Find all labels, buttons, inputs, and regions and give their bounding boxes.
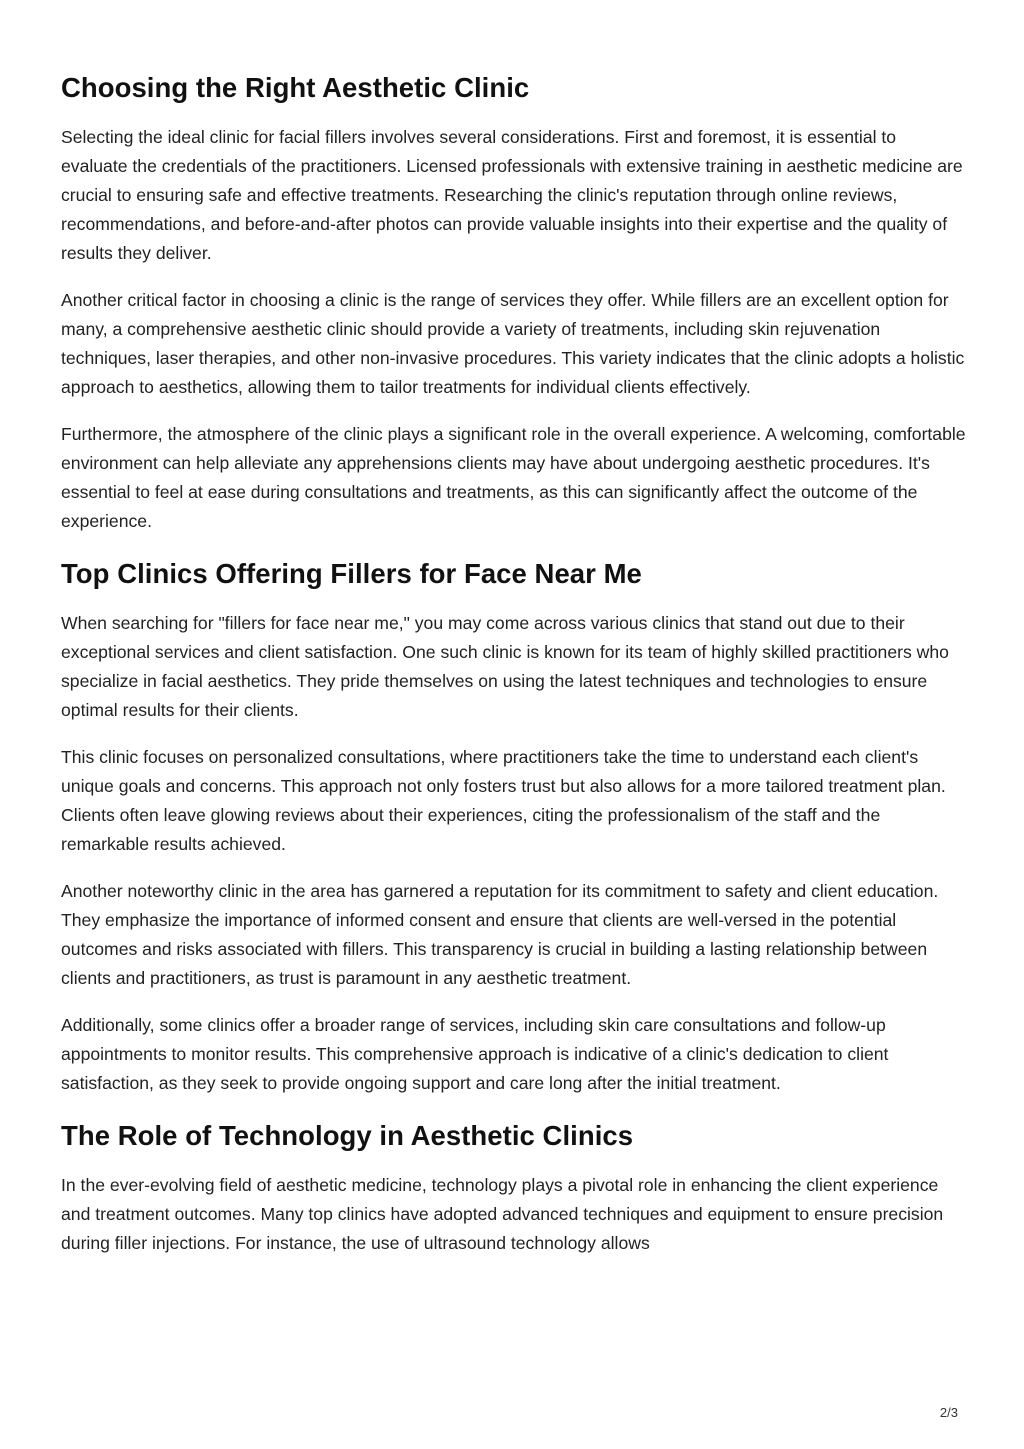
- page-number: 2/3: [939, 1405, 958, 1420]
- paragraph: Another critical factor in choosing a clinic is the range of services they offer. While fillers are an excellent option for many, a comprehensive aesthetic clinic should provide a variety of treatments, including skin rejuvenation techniques, laser therapies, and other non-invasive procedures. This variety indicates that the clinic adopts a holistic approach to aesthetics, allowing them to tailor treatments for individual clients effectively.: [61, 290, 965, 397]
- paragraph: Another noteworthy clinic in the area has garnered a reputation for its commitment to safety and client education. They emphasize the importance of informed consent and ensure that clients are well-versed in the potential outcomes and risks associated with fillers. This transparency is crucial in building a lasting relationship between clients and practitioners, as trust is paramount in any aesthetic treatment.: [61, 881, 939, 988]
- section-top-clinics: [61, 554, 967, 1098]
- paragraph: Additionally, some clinics offer a broader range of services, including skin care consultations and follow-up appointments to monitor results. This comprehensive approach is indicative of a clinic's dedication to client satisfaction, as they seek to provide ongoing support and care long after the initial treatment.: [61, 1015, 889, 1093]
- paragraph: Furthermore, the atmosphere of the clinic plays a significant role in the overall experience. A welcoming, comfortable environment can help alleviate any apprehensions clients may have about undergoing aesthetic procedures. It's essential to feel at ease during consultations and treatments, as this can significantly affect the outcome of the experience.: [61, 424, 966, 531]
- paragraph: In the ever-evolving field of aesthetic medicine, technology plays a pivotal role in enhancing the client experience and treatment outcomes. Many top clinics have adopted advanced techniques and equipment to ensure precision during filler injections. For instance, the use of ultrasound technology allows: [61, 1175, 944, 1253]
- section-heading: Top Clinics Offering Fillers for Face Near Me: [61, 558, 642, 589]
- section-heading: Choosing the Right Aesthetic Clinic: [61, 72, 530, 103]
- paragraph: Selecting the ideal clinic for facial fillers involves several considerations. First and foremost, it is essential to evaluate the credentials of the practitioners. Licensed professionals with extensive training in aesthetic medicine are crucial to ensuring safe and effective treatments. Researching the clinic's reputation through online reviews, recommendations, and before-and-after photos can provide valuable insights into their expertise and the quality of results they deliver.: [61, 127, 963, 263]
- section-technology: [61, 1116, 967, 1258]
- paragraph: This clinic focuses on personalized consultations, where practitioners take the time to understand each client's unique goals and concerns. This approach not only fosters trust but also allows for a more tailored treatment plan. Clients often leave glowing reviews about their experiences, citing the professionalism of the staff and the remarkable results achieved.: [61, 747, 946, 854]
- paragraph: When searching for "fillers for face near me," you may come across various clinics that stand out due to their exceptional services and client satisfaction. One such clinic is known for its team of highly skilled practitioners who specialize in facial aesthetics. They pride themselves on using the latest techniques and technologies to ensure optimal results for their clients.: [61, 613, 949, 720]
- section-choosing-clinic: [61, 68, 967, 536]
- document-body: [61, 68, 967, 1276]
- section-heading: The Role of Technology in Aesthetic Clinics: [61, 1120, 634, 1151]
